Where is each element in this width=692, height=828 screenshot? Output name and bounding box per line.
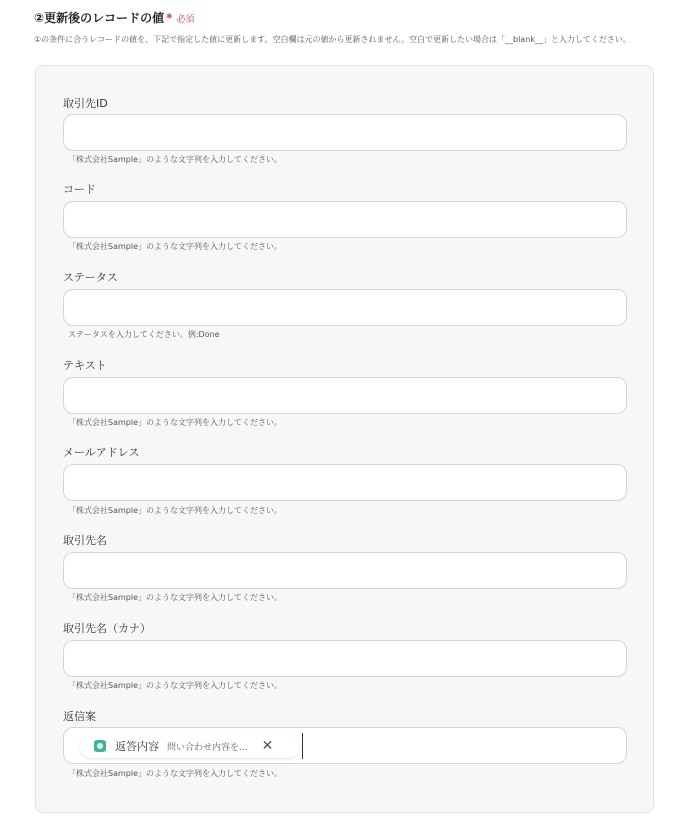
field-label-email: メールアドレス bbox=[63, 446, 140, 459]
section-title bbox=[34, 9, 194, 26]
field-help-status: ステータスを入力してください。例:Done bbox=[68, 330, 220, 339]
field-help-account-name: 「株式会社Sample」のような文字列を入力してください。 bbox=[68, 593, 282, 602]
field-label-account-name-kana: 取引先名（カナ） bbox=[63, 622, 151, 635]
section-description: ①の条件に合うレコードの値を、下記で指定した値に更新します。空白欄は元の値から更新されません。空白で更新したい場合は「__blank__」と入力してください。 bbox=[34, 35, 631, 44]
field-help-account-name-kana: 「株式会社Sample」のような文字列を入力してください。 bbox=[68, 681, 282, 690]
field-label-account-id: 取引先ID bbox=[63, 97, 108, 110]
fields-panel bbox=[35, 65, 654, 813]
field-help-reply-draft: 「株式会社Sample」のような文字列を入力してください。 bbox=[68, 769, 282, 778]
field-label-status: ステータス bbox=[63, 271, 118, 284]
close-icon[interactable]: ✕ bbox=[261, 738, 274, 754]
text-caret bbox=[302, 733, 303, 759]
field-label-account-name: 取引先名 bbox=[63, 534, 107, 547]
reply-content-chip[interactable] bbox=[80, 734, 300, 758]
field-label-text: テキスト bbox=[63, 359, 107, 372]
status-input[interactable] bbox=[63, 289, 627, 326]
account-name-kana-input[interactable] bbox=[63, 640, 627, 677]
field-help-code: 「株式会社Sample」のような文字列を入力してください。 bbox=[68, 242, 282, 251]
field-help-account-id: 「株式会社Sample」のような文字列を入力してください。 bbox=[68, 155, 282, 164]
field-help-text: 「株式会社Sample」のような文字列を入力してください。 bbox=[68, 418, 282, 427]
email-input[interactable] bbox=[63, 464, 627, 501]
account-id-input[interactable] bbox=[63, 114, 627, 151]
section-title-text: ②更新後のレコードの値 bbox=[34, 11, 165, 25]
field-help-email: 「株式会社Sample」のような文字列を入力してください。 bbox=[68, 506, 282, 515]
required-badge: 必須 bbox=[176, 15, 195, 25]
code-input[interactable] bbox=[63, 201, 627, 238]
required-star: * bbox=[166, 11, 173, 25]
field-label-code: コード bbox=[63, 183, 96, 196]
chip-value: 問い合わせ内容を... bbox=[167, 742, 248, 753]
chip-name: 返答内容 bbox=[115, 740, 159, 753]
ai-icon bbox=[94, 740, 106, 752]
account-name-input[interactable] bbox=[63, 552, 627, 589]
text-input[interactable] bbox=[63, 377, 627, 414]
field-label-reply-draft: 返信案 bbox=[63, 710, 96, 723]
